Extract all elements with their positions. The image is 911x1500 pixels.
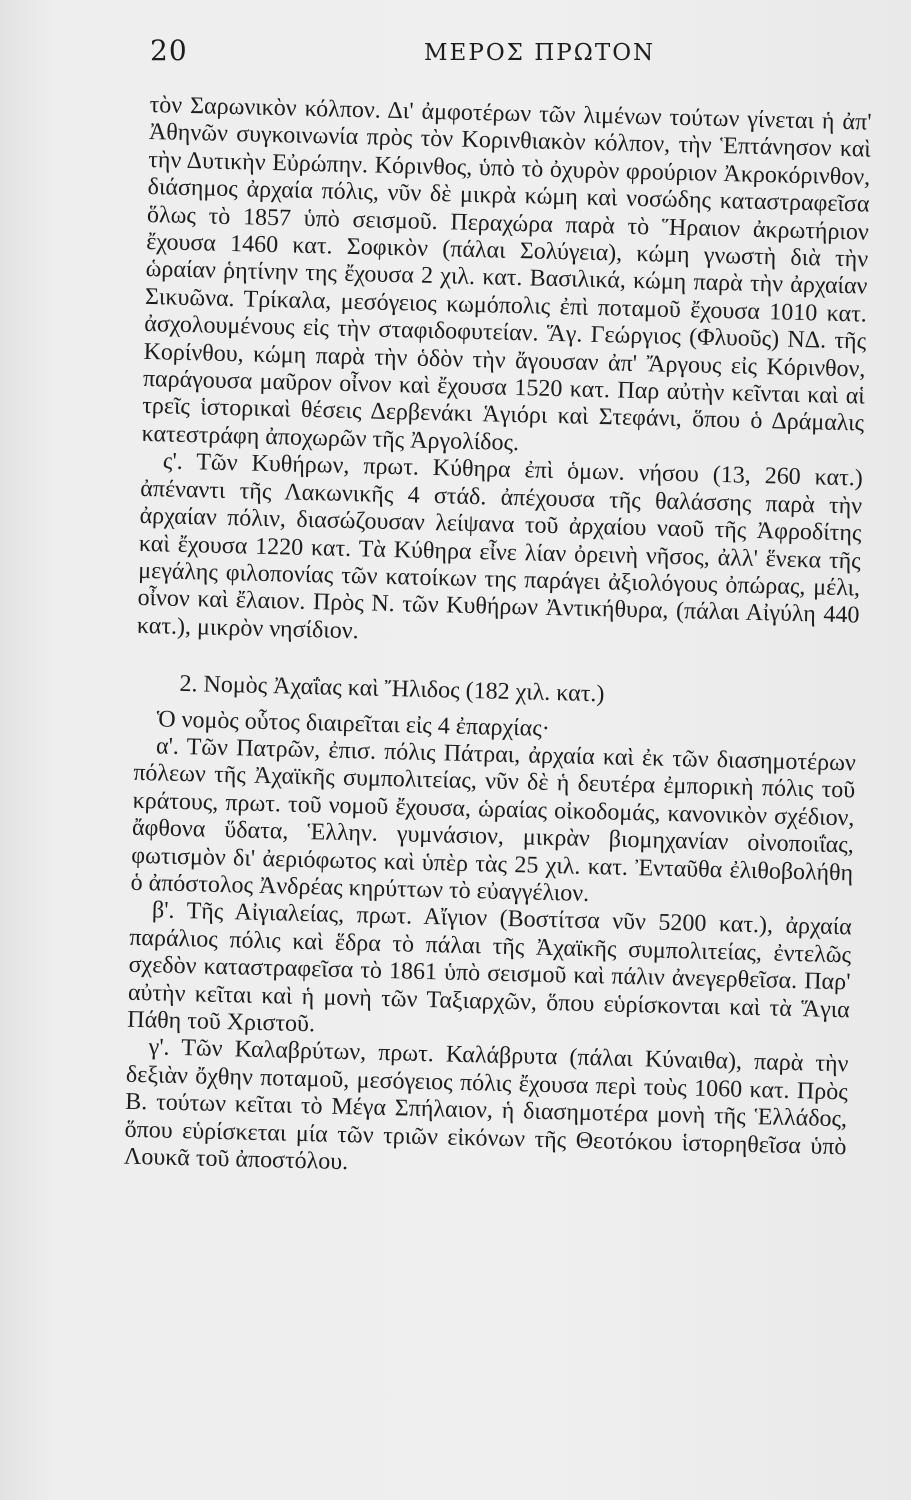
paragraph-patras: α'. Τῶν Πατρῶν, ἐπισ. πόλις Πάτραι, ἀρχαία καὶ ἐκ τῶν διασημοτέρων πόλεων τῆς Ἀχαϊκῆς συμπολιτείας, νῦν δὲ ἡ δευτέρα ἐμπορικὴ πόλις τοῦ κράτους, πρωτ. τοῦ νομοῦ ἔχουσα, ὡραίας οἰκοδομάς, κανονικὸν σχέδιον, ἄφθονα ὕδατα, Ἑλλην. γυμνάσιον, μικρὰν βιομηχανίαν οἰνοποιΐας, φωτισμὸν δι' ἀεριόφωτος καὶ ὑπὲρ τὰς 25 χιλ. κατ. Ἐνταῦθα ἐλιθοβολήθη ὁ ἀπόστολος Ἀνδρέας κηρύττων τὸ εὐαγγέλιον.	[130, 733, 857, 907]
page-number: 20	[150, 34, 188, 67]
body-text	[124, 92, 872, 1189]
paragraph-aigialeia: β'. Τῆς Αἰγιαλείας, πρωτ. Αἴγιον (Βοστίτσα νῦν 5200 κατ.), ἀρχαία παράλιος πόλις καὶ ἕδρα τὸ πάλαι τῆς Ἀχαϊκῆς συμπολιτείας, ἐντελῶς σχεδὸν καταστραφεῖσα τὸ 1861 ὑπὸ σεισμοῦ καὶ πάλιν ἀνεγερθεῖσα. Παρ' αὐτὴν κεῖται καὶ ἡ μονὴ τῶν Ταξιαρχῶν, ὅπου εὑρίσκονται καὶ τὰ Ἅγια Πάθη τοῦ Χριστοῦ.	[127, 897, 853, 1038]
paragraph-kalavryta: γ'. Τῶν Καλαβρύτων, πρωτ. Καλάβρυτα (πάλαι Κύναιθα), παρὰ τὴν δεξιὰν ὄχθην ποταμοῦ, μεσόγειος πόλις ἔχουσα περὶ τοὺς 1060 κατ. Πρὸς Β. τούτων κεῖται τὸ Μέγα Σπήλαιον, ἡ διασημοτέρα μονὴ τῆς Ἑλλάδος, ὅπου εὑρίσκεται μία τῶν τριῶν εἰκόνων τῆς Θεοτόκου ἱστορηθεῖσα ὑπὸ Λουκᾶ τοῦ ἀποστόλου.	[123, 1034, 849, 1176]
paragraph-nomos-intro: Ὁ νομὸς οὗτος διαιρεῖται εἰς 4 ἐπαρχίας·	[156, 705, 551, 742]
section-heading-achaia-elis: 2. Νομὸς Ἀχαΐας καὶ Ἤλιδος (182 χιλ. κατ.)	[179, 671, 605, 708]
running-header	[0, 34, 911, 74]
paragraph-kythera: ς'. Τῶν Κυθήρων, πρωτ. Κύθηρα ἐπὶ ὁμων. νήσου (13, 260 κατ.) ἀπέναντι τῆς Λακωνικῆς 4 στάδ. ἀπέχουσα τῆς θαλάσσης παρὰ τὴν ἀρχαίαν πόλιν, διασώζουσαν λείψανα τοῦ ἀρχαίου ναοῦ τῆς Ἀφροδίτης καὶ ἔχουσα 1220 κατ. Τὰ Κύθηρα εἶνε λίαν ὀρεινὴ νῆσος, ἀλλ' ἕνεκα τῆς μεγάλης φιλοπονίας τῶν κατοίκων της παράγει ἀξιολόγους ὀπώρας, μέλι, οἶνον καὶ ἔλαιον. Πρὸς Ν. τῶν Κυθήρων Ἀντικήθυρα, (πάλαι Αἰγύλη 440 κατ.), μικρὸν νησίδιον.	[136, 448, 864, 644]
running-title: ΜΕΡΟΣ ΠΡΩΤΟΝ	[424, 40, 656, 66]
paragraph-corinth-continued: τὸν Σαρωνικὸν κόλπον. Δι' ἀμφοτέρων τῶν λιμένων τούτων γίνεται ἡ ἀπ' Ἀθηνῶν συγκοινωνία πρὸς τὸν Κορινθιακὸν κόλπον, τὴν Ἑπτάνησον καὶ τὴν Δυτικὴν Εὐρώπην. Κόρινθος, ὑπὸ τὸ ὀχυρὸν φρούριον Ἀκροκόρινθον, διάσημος ἀρχαία πόλις, νῦν δὲ μικρὰ κώμη καὶ νοσώδης καταστραφεῖσα ὅλως τὸ 1857 ὑπὸ σεισμοῦ. Περαχώρα παρὰ τὸ Ἥραιον ἀκρωτήριον ἔχουσα 1460 κατ. Σοφικὸν (πάλαι Σολύγεια), κώμη γνωστὴ διὰ τὴν ὡραίαν ῥητίνην της ἔχουσα 2 χιλ. κατ. Βασιλικά, κώμη παρὰ τὴν ἀρχαίαν Σικυῶνα. Τρίκαλα, μεσόγειος κωμόπολις ἐπὶ ποταμοῦ ἔχουσα 1010 κατ. ἀσχολουμένους εἰς τὴν σταφιδοφυτείαν. Ἅγ. Γεώργιος (Φλυοῦς) ΝΔ. τῆς Κορίνθου, κώμη παρὰ τὴν ὁδὸν τὴν ἄγουσαν ἀπ' Ἄργους εἰς Κόρινθον, παράγουσα μαῦρον οἶνον καὶ ἔχουσα 1520 κατ. Παρ αὐτὴν κεῖνται καὶ αἱ τρεῖς ἱστορικαὶ θέσεις Δερβενάκι Ἁγιόρι καὶ Στεφάνι, ὅπου ὁ Δράμαλις κατεστράφη ἀποχωρῶν τῆς Ἀργολίδος.	[141, 92, 872, 456]
